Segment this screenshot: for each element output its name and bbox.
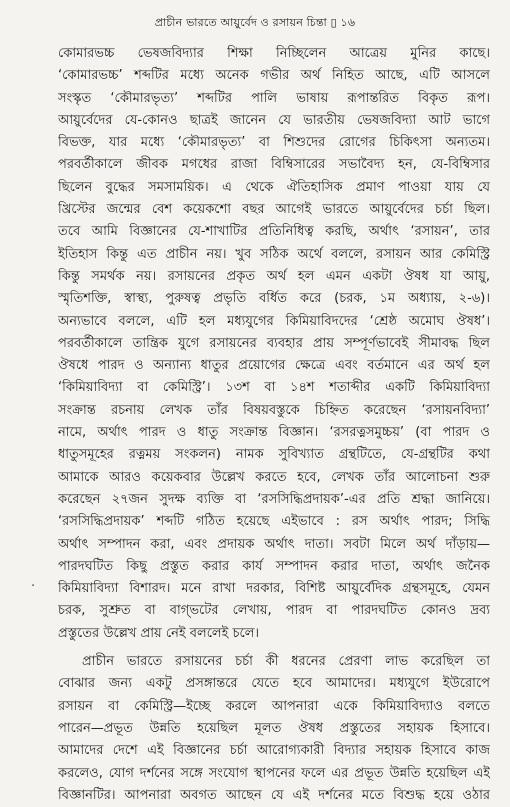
paragraph — [58, 651, 490, 807]
text-line: ঔষধে পারদ ও অন্যান্য ধাতুর প্রয়োগের ক্ষেত্রে এবং বর্তমানে এর অর্থ হল — [58, 358, 490, 374]
text-line: করেছেন ২৭জন সুদক্ষ ব্যক্তি বা ‘রসসিদ্ধিপ্রদায়ক’-এর প্রতি শ্রদ্ধা জানিয়ে। — [58, 491, 490, 507]
text-line: অর্থাৎ সম্পাদন করা, এবং প্রদায়ক অর্থাৎ দাতা। সবটা মিলে অর্থ দাঁড়ায়— — [58, 536, 490, 552]
text-line: বোঝার জন্য একটু প্রসঙ্গান্তরে যেতে হবে আমাদের। মধ্যযুগে ইউরোপে — [58, 676, 490, 692]
text-line: পারদঘটিত কিছু প্রস্তুত করার কার্য সম্পাদন করার দাতা, অর্থাৎ জনৈক — [58, 558, 490, 574]
text-line: প্রস্তুতের উল্লেখ প্রায় নেই বললেই চলে। — [58, 625, 260, 641]
text-line: ‘রসসিদ্ধিপ্রদায়ক’ শব্দটি গঠিত হয়েছে এইভাবে : রস অর্থাৎ পারদ; সিদ্ধি — [58, 514, 490, 530]
text-line: কোমারভচ্চ ভেষজবিদ্যার শিক্ষা নিচ্ছিলেন আত্রেয় মুনির কাছে। — [58, 46, 490, 61]
text-line: ধাতুসমূহের রত্নময় সংকলন) নামক সুবিখ্যাত গ্রন্থটিতে, যে-গ্রন্থটির কথা — [58, 447, 490, 463]
text-line: স্মৃতিশক্তি, স্বাস্থ্য, পুরুষত্ব প্রভৃতি বর্ধিত করে (চরক, ১ম অধ্যায়, ২-৬)। — [58, 291, 490, 307]
text-line: ছিলেন বুদ্ধের সমসাময়িক। এ থেকে ঐতিহাসিক প্রমাণ পাওয়া যায় যে — [58, 179, 490, 195]
text-line: বিজ্ঞানটির। আপনারা অবগত আছেন যে এই দর্শনের মতে বিশুদ্ধ হয়ে ওঠার — [58, 787, 490, 803]
text-line: খ্রিস্টের জন্মের বেশ কয়েকশো বছর আগেই ভারতে আয়ুর্বেদের চর্চা ছিল। — [58, 202, 490, 218]
text-line: অন্যভাবে বললে, এটি হল মধ্যযুগের কিমিয়াবিদদের ‘শ্রেষ্ঠ অমোঘ ঔষধ’। — [58, 313, 490, 329]
text-line: পরবর্তীকালে জীবক মগধের রাজা বিম্বিসারের সভাবৈদ্য হন, যে-বিম্বিসার — [58, 157, 490, 173]
text-line: পারেন—প্রভূত উন্নতি হয়েছিল মূলত ঔষধ প্রস্তুতের সহায়ক হিসাবে। — [58, 720, 490, 736]
text-line: চরক, সুশ্রুত বা বাগ্‌ভটের লেখায়, পারদ বা পারদঘটিত কোনও দ্রব্য — [58, 603, 490, 619]
text-line: করলেও, যোগ দর্শনের সঙ্গে সংযোগ স্থাপনের ফলে এর প্রভূত উন্নতি হয়েছিল এই — [58, 765, 490, 781]
text-line: নামে, অর্থাৎ পারদ ও ধাতু সংক্রান্ত বিজ্ঞান। ‘রসরত্নসমুচ্চয়’ (বা পারদ ও — [58, 425, 490, 441]
text-line: কিমিয়াবিদ্যা বিশারদ। মনে রাখা দরকার, বিশিষ্ট আয়ুর্বেদিক গ্রন্থসমূহে, যেমন — [58, 581, 490, 597]
running-header: প্রাচীন ভারতে আয়ুর্বেদ ও রসায়ন চিন্তা ▯ ১৬ — [154, 16, 356, 29]
text-line: বিভক্ত, যার মধ্যে ‘কৌমারভৃত্য’ বা শিশুদের রোগের চিকিৎসা অন্যতম। — [58, 135, 490, 151]
body-text — [58, 43, 490, 807]
text-line: ‘কোমারভচ্চ’ শব্দটির মধ্যে অনেক গভীর অর্থ নিহিত আছে, এটি আসলে — [58, 68, 490, 84]
text-line: ইতিহাস কিন্তু এত প্রাচীন নয়। খুব সঠিক অর্থে বললে, রসায়ন আর কেমিস্ট্রি — [58, 246, 490, 262]
text-line: কিন্তু সমর্থক নয়। রসায়নের প্রকৃত অর্থ হল এমন একটা ঔষধ যা আয়ু, — [58, 268, 490, 284]
text-line: আয়ুর্বেদের যে-কোনও ছাত্রই জানেন যে ভারতীয় ভেষজবিদ্যা আট ভাগে — [58, 112, 490, 128]
text-line: তবে আমি বিজ্ঞানের যে-শাখাটির প্রতিনিধিত্ব করছি, অর্থাৎ ‘রসায়ন’, তার — [58, 224, 490, 240]
text-line: সংস্কৃত ‘কৌমারভৃত্য’ শব্দটির পালি ভাষায় রূপান্তরিত বিকৃত রূপ। — [58, 90, 490, 106]
text-line: প্রাচীন ভারতে রসায়নের চর্চা কী ধরনের প্রেরণা লাভ করেছিল তা — [82, 654, 490, 670]
text-line: আমাদের দেশে এই বিজ্ঞানের চর্চা আরোগ্যকারী বিদ্যার সহায়ক হিসাবে কাজ — [58, 743, 490, 759]
text-line: রসায়ন বা কেমিস্ট্রি—ইচ্ছে করলে আপনারা একে কিমিয়াবিদ্যাও বলতে — [58, 698, 490, 714]
text-line: পরবর্তীকালে তান্ত্রিক যুগে রসায়নের ব্যবহার প্রায় সম্পূর্ণভাবেই সীমাবদ্ধ ছিল — [58, 335, 490, 351]
margin-mark: · — [31, 579, 36, 594]
paragraph — [58, 43, 490, 645]
text-line: আমাকে আরও কয়েকবার উল্লেখ করতে হবে, লেখক তাঁর আলোচনা শুরু — [58, 469, 490, 485]
text-line: ‘কিমিয়াবিদ্যা বা কেমিস্ট্রি’। ১৩শ বা ১৪শ শতাব্দীর একটি কিমিয়াবিদ্যা — [58, 380, 490, 396]
text-line: সংক্রান্ত রচনায় লেখক তাঁর বিষয়বস্তুকে চিহ্নিত করেছেন ‘রসায়নবিদ্যা’ — [58, 402, 490, 418]
